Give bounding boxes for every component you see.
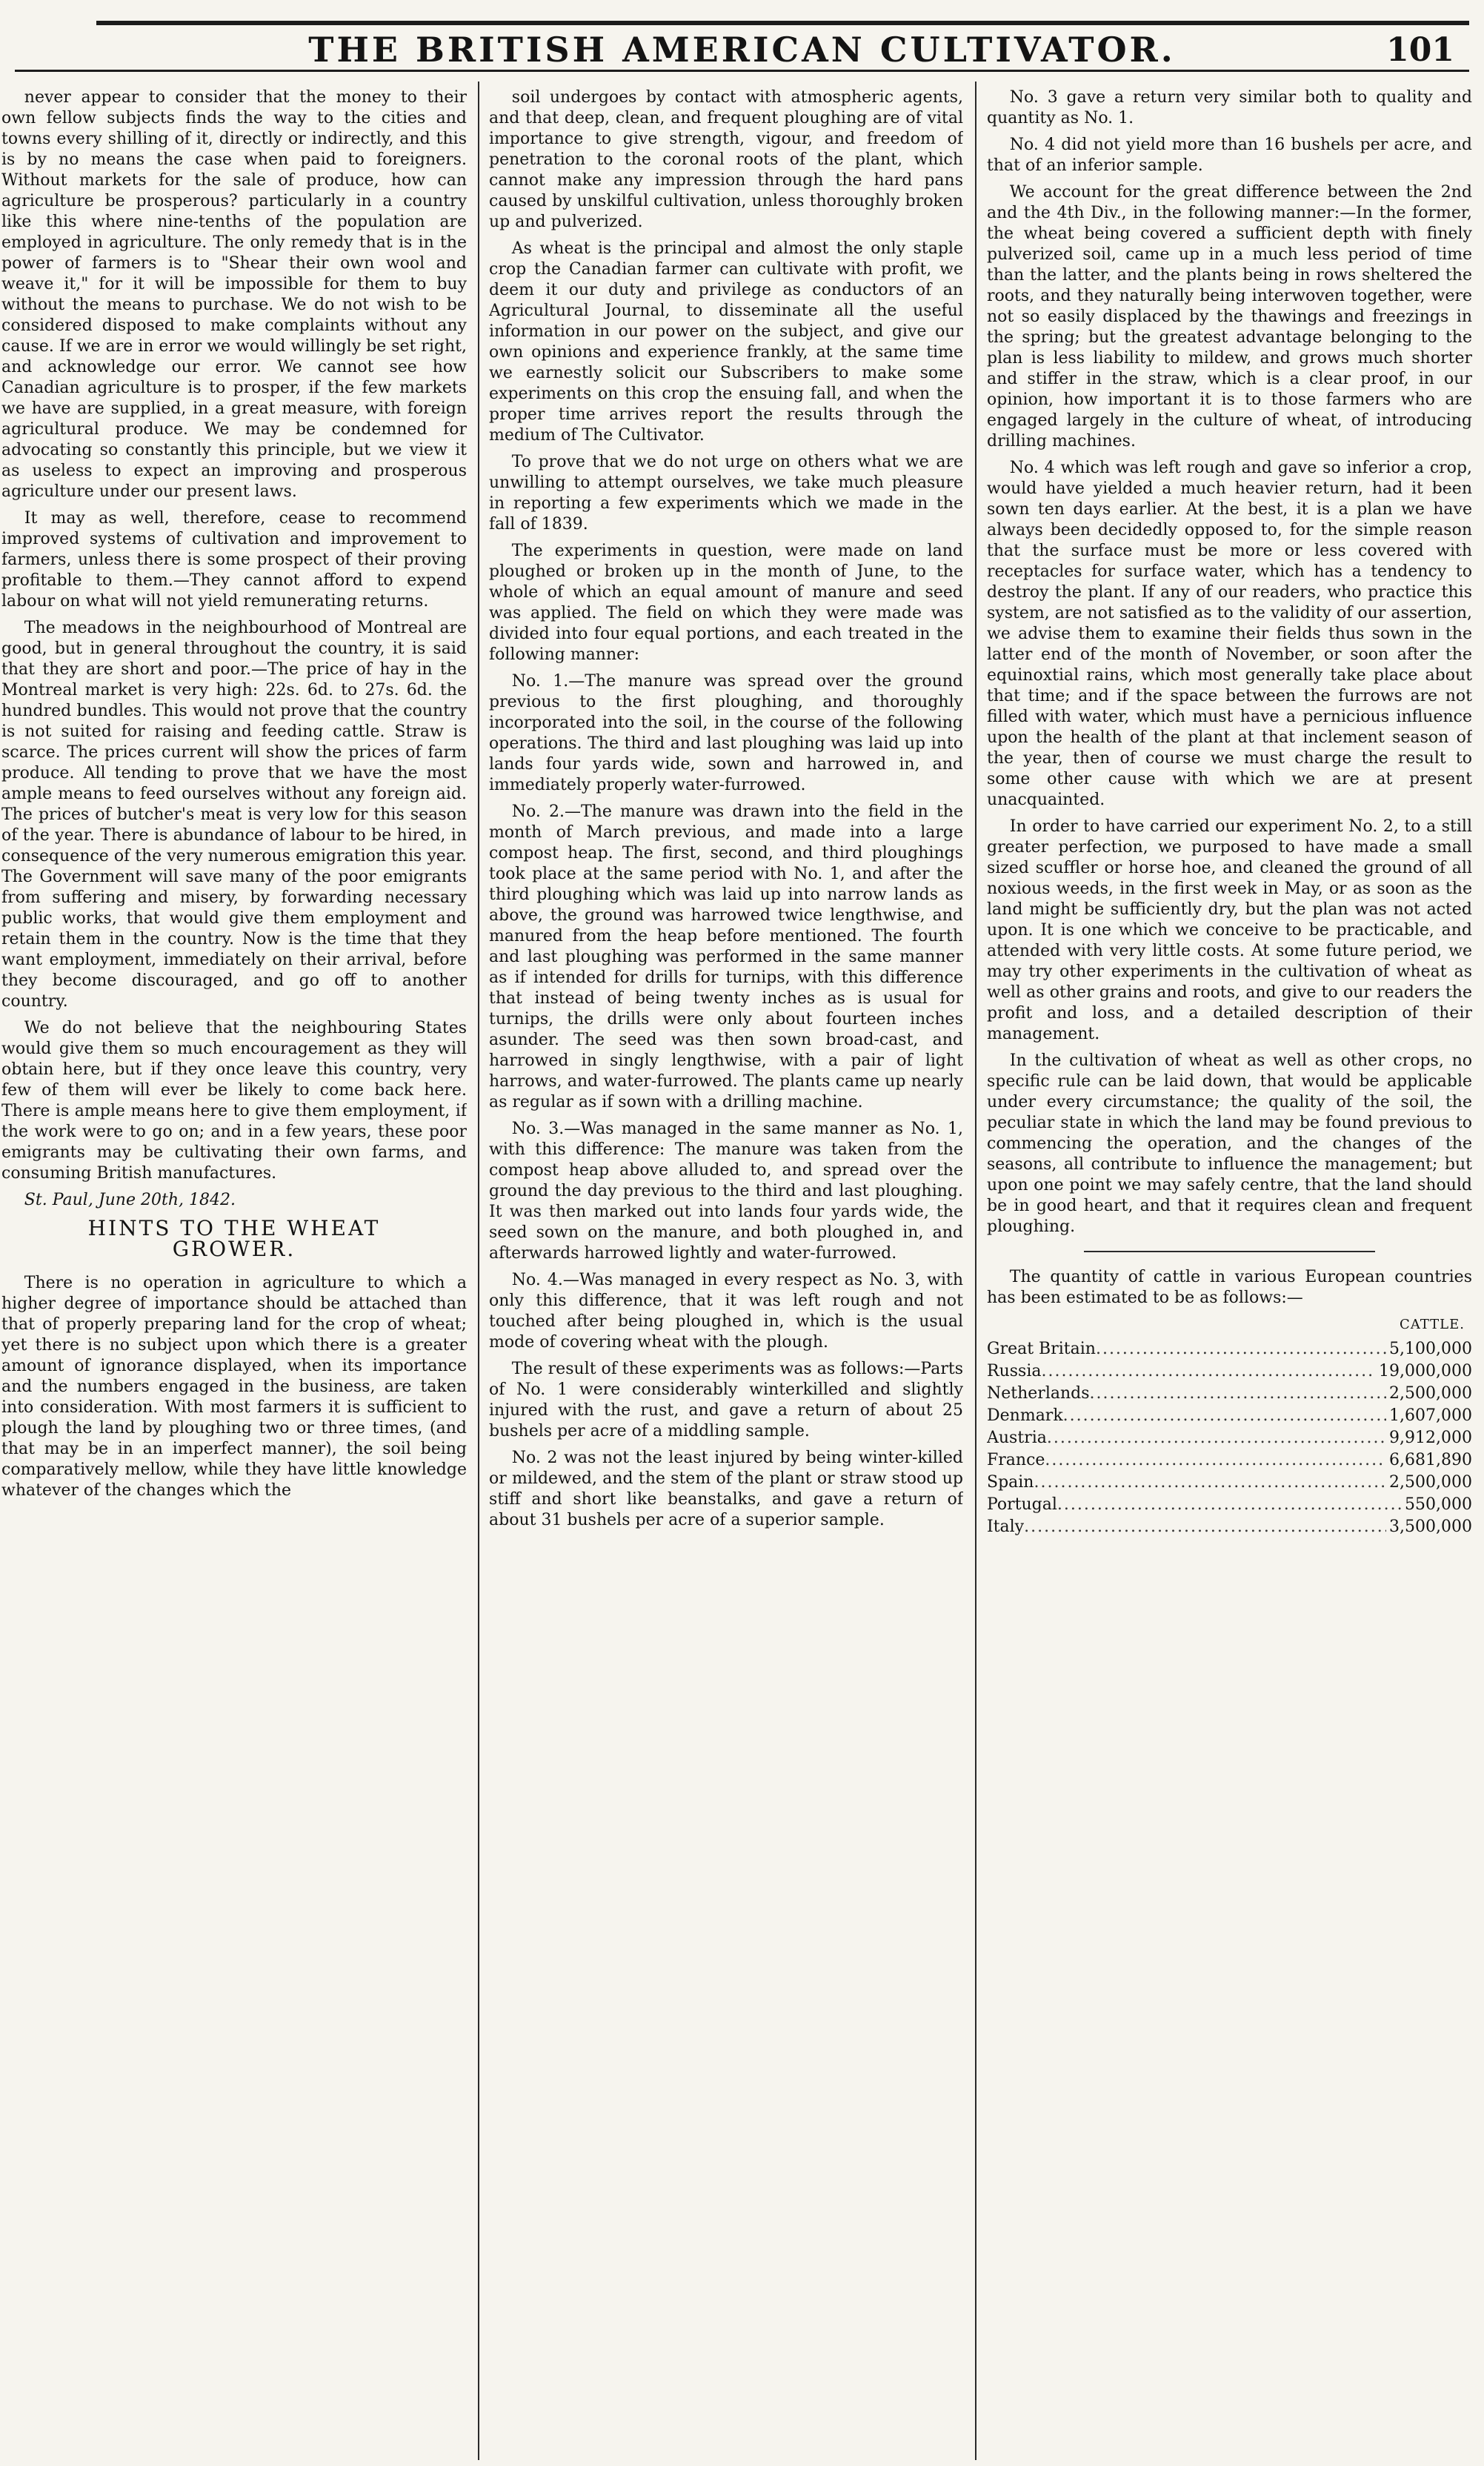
cattle-count: 550,000 [1405,1495,1472,1514]
column-divider [975,82,976,2460]
paragraph: No. 4 did not yield more than 16 bushels per acre, and that of an inferior sample. [987,136,1472,175]
cattle-count: 2,500,000 [1389,1473,1472,1492]
page-title: THE BRITISH AMERICAN CULTIVATOR. [308,30,1176,70]
cattle-table [987,1338,1472,1538]
paragraph: To prove that we do not urge on others what we are unwilling to attempt ourselves, we take much pleasure in reporting a few experiments which we made in the fall of 1839. [489,453,963,534]
cattle-row [987,1494,1472,1516]
column-left [1,87,467,2455]
leader-dots [1096,1338,1386,1360]
leader-dots [1063,1405,1386,1427]
paragraph: No. 3 gave a return very similar both to quality and quantity as No. 1. [987,88,1472,127]
column-right [987,87,1472,2455]
paragraph: There is no operation in agriculture to which a higher degree of importance should be attached than that of properly preparing land for the crop of wheat; yet there is no subject upon which there is a greater amount of ignorance displayed, when its importance and the numbers engaged in the business, are taken into consideration. With most farmers it is sufficient to plough the land by ploughing two or three times, (and that may be in an imperfect manner), the soil being comparatively mellow, while they have little knowledge whatever of the changes which the [1,1274,467,1500]
masthead [0,0,1484,68]
column-divider [478,82,479,2460]
cattle-row [987,1449,1472,1472]
section-heading-line: GROWER. [172,1237,296,1261]
cattle-count: 19,000,000 [1379,1362,1472,1380]
paragraph: No. 4 which was left rough and gave so inferior a crop, would have yielded a much heavier return, had it been sown ten days earlier. At the best, it is a plan we have always been decidedly opposed to, for the simple reason that the surface must be more or less covered with receptacles for surface water, which has a tendency to destroy the plant. If any of our readers, who practice this system, are not satisfied as to the validity of our assertion, we advise them to examine their fields thus sown in the latter end of the month of November, or soon after the equinoxtial rains, which most generally take place about that time; and if the space between the furrows are not filled with water, which must have a pernicious influence upon the health of the plant at that inclement season of the year, then of course we must charge the result to some other cause with which we are at present unacquainted. [987,459,1472,809]
cattle-row [987,1516,1472,1538]
section-heading-line: HINTS TO THE WHEAT [87,1216,381,1240]
cattle-column-header: CATTLE. [1400,1317,1465,1332]
leader-dots [1045,1449,1386,1472]
paragraph: It may as well, therefore, cease to recommend improved systems of cultivation and improvement to farmers, unless there is some prospect of their proving profitable to them.—They cannot afford to expend labour on what will not yield remunerating returns. [1,509,467,611]
leader-dots [1047,1427,1386,1449]
paragraph: In the cultivation of wheat as well as other crops, no specific rule can be laid down, that would be applicable under every circumstance; the quality of the soil, the peculiar state in which the land may be found previous to commencing the operation, and the changes of the seasons, all contribute to influence the management; but upon one point we may safely centre, that the land should be in good heart, and that it requires clean and frequent ploughing. [987,1051,1472,1236]
country-name: Netherlands [987,1384,1090,1403]
leader-dots [1057,1494,1402,1516]
section-divider [1084,1251,1375,1252]
paragraph: No. 3.—Was managed in the same manner as No. 1, with this difference: The manure was taken from the compost heap above alluded to, and spread over the ground the day previous to the third and last ploughing. It was then marked out into lands four yards wide, the seed sown on the manure, and both ploughed in, and afterwards harrowed lightly and water-furrowed. [489,1120,963,1263]
cattle-count: 2,500,000 [1389,1384,1472,1403]
leader-dots [1090,1383,1387,1405]
top-rule [96,21,1469,25]
cattle-row [987,1360,1472,1383]
paragraph: The result of these experiments was as follows:—Parts of No. 1 were considerably winterkilled and slightly injured with the rust, and gave a return of about 25 bushels per acre of a middling sample. [489,1360,963,1440]
paragraph: never appear to consider that the money to their own fellow subjects finds the way to the cities and towns every shilling of it, directly or indirectly, and this is by no means the case when paid to foreigners. Without markets for the sale of produce, how can agriculture be prosperous? particularly in a country like this where nine-tenths of the population are employed in agriculture. The only remedy that is in the power of farmers is to "Shear their own wool and weave it," for it will be impossible for them to buy without the means to purchase. We do not wish to be considered disposed to make complaints without any cause. If we are in error we would willingly be set right, and acknowledge our error. We cannot see how Canadian agriculture is to prosper, if the few markets we have are supplied, in a great measure, with foreign agricultural produce. We may be condemned for advocating so constantly this principle, but we view it as useless to expect an improving and prosperous agriculture under our present laws. [1,88,467,501]
cattle-row [987,1472,1472,1494]
cattle-row [987,1427,1472,1449]
leader-dots [1041,1360,1376,1383]
header-rule [15,70,1469,72]
country-name: Spain [987,1473,1034,1492]
leader-dots [1024,1516,1386,1538]
cattle-count: 5,100,000 [1389,1340,1472,1358]
country-name: Austria [987,1429,1047,1447]
paragraph: As wheat is the principal and almost the only staple crop the Canadian farmer can cultivate with profit, we deem it our duty and privilege as conductors of an Agricultural Journal, to disseminate all the useful information in our power on the subject, and give our own opinions and experience frankly, at the same time we earnestly solicit our Subscribers to make some experiments on this crop the ensuing fall, and when the proper time arrives report the results through the medium of The Cultivator. [489,239,963,445]
paragraph: The experiments in question, were made on land ploughed or broken up in the month of June, to the whole of which an equal amount of manure and seed was applied. The field on which they were made was divided into four equal portions, and each treated in the following manner: [489,542,963,664]
paragraph: No. 1.—The manure was spread over the ground previous to the first ploughing, and thoroughly incorporated into the soil, in the course of the following operations. The third and last ploughing was laid up into lands four yards wide, sown and harrowed in, and immediately properly water-furrowed. [489,672,963,794]
leader-dots [1034,1472,1386,1494]
cattle-row [987,1383,1472,1405]
cattle-row [987,1338,1472,1360]
section-heading [1,1218,467,1260]
country-name: Denmark [987,1406,1063,1425]
column-middle [489,87,963,2455]
paragraph: soil undergoes by contact with atmospheric agents, and that deep, clean, and frequent ploughing are of vital importance to give strength, vigour, and freedom of penetration to the coronal roots of the plant, which cannot make any impression through the hard pans caused by unskilful cultivation, unless thoroughly broken up and pulverized. [489,88,963,231]
cattle-intro: The quantity of cattle in various European countries has been estimated to be as follows:— [987,1268,1472,1307]
paragraph: In order to have carried our experiment No. 2, to a still greater perfection, we purposed to have made a small sized scuffler or horse hoe, and cleaned the ground of all noxious weeds, in the first week in May, or as soon as the land might be sufficiently dry, but the plan was not acted upon. It is one which we conceive to be practicable, and attended with very little costs. At some future period, we may try other experiments in the cultivation of wheat as well as other grains and roots, and give to our readers the profit and loss, and a detailed description of their management. [987,817,1472,1043]
country-name: Russia [987,1362,1042,1380]
country-name: Great Britain [987,1340,1096,1358]
dateline: St. Paul, June 20th, 1842. [24,1191,236,1209]
paragraph: No. 2 was not the least injured by being winter-killed or mildewed, and the stem of the plant or straw stood up stiff and short like beanstalks, and gave a return of about 31 bushels per acre of a superior sample. [489,1449,963,1529]
cattle-count: 3,500,000 [1389,1518,1472,1536]
paragraph: No. 4.—Was managed in every respect as No. 3, with only this difference, that it was left rough and not touched after being ploughed in, which is the usual mode of covering wheat with the plough. [489,1271,963,1352]
paragraph: We account for the great difference between the 2nd and the 4th Div., in the following manner:—In the former, the wheat being covered a sufficient depth with finely pulverized soil, came up in a much less period of time than the latter, and the plants being in rows sheltered the roots, and they naturally being interwoven together, were not so easily displaced by the thawings and freezings in the spring; but the greatest advantage belonging to the plan is less liability to mildew, and grows much shorter and stiffer in the straw, which is a clear proof, in our opinion, how important it is to those farmers who are engaged largely in the culture of wheat, of introducing drilling machines. [987,183,1472,451]
cattle-row [987,1405,1472,1427]
paragraph: No. 2.—The manure was drawn into the field in the month of March previous, and made into a large compost heap. The first, second, and third ploughings took place at the same period with No. 1, and after the third ploughing which was laid up into narrow lands as above, the ground was harrowed twice lengthwise, and manured from the heap before mentioned. The fourth and last ploughing was performed in the same manner as if intended for drills for turnips, with this difference that instead of being twenty inches as is usual for turnips, the drills were only about fourteen inches asunder. The seed was then sown broad-cast, and harrowed in singly lengthwise, with a pair of light harrows, and water-furrowed. The plants came up nearly as regular as if sown with a drilling machine. [489,802,963,1111]
country-name: France [987,1451,1045,1469]
page-number: 101 [1386,31,1454,69]
paragraph: We do not believe that the neighbouring States would give them so much encouragement as they will obtain here, but if they once leave this country, very few of them will ever be likely to come back here. There is ample means here to give them employment, if the work were to go on; and in a few years, these poor emigrants may be cultivating their own farms, and consuming British manufactures. [1,1019,467,1183]
cattle-count: 9,912,000 [1389,1429,1472,1447]
country-name: Italy [987,1518,1025,1536]
paragraph: The meadows in the neighbourhood of Montreal are good, but in general throughout the country, it is said that they are short and poor.—The price of hay in the Montreal market is very high: 22s. 6d. to 27s. 6d. the hundred bundles. This would not prove that the country is not suited for raising and feeding cattle. Straw is scarce. The prices current will show the prices of farm produce. All tending to prove that we have the most ample means to feed ourselves without any foreign aid. The prices of butcher's meat is very low for this season of the year. There is abundance of labour to be hired, in consequence of the very numerous emigration this year. The Government will save many of the poor emigrants from suffering and misery, by forwarding necessary public works, that would give them employment and retain them in the country. Now is the time that they want employment, immediately on their arrival, before they become discouraged, and go off to another country. [1,619,467,1011]
cattle-count: 6,681,890 [1389,1451,1472,1469]
country-name: Portugal [987,1495,1057,1514]
cattle-count: 1,607,000 [1389,1406,1472,1425]
